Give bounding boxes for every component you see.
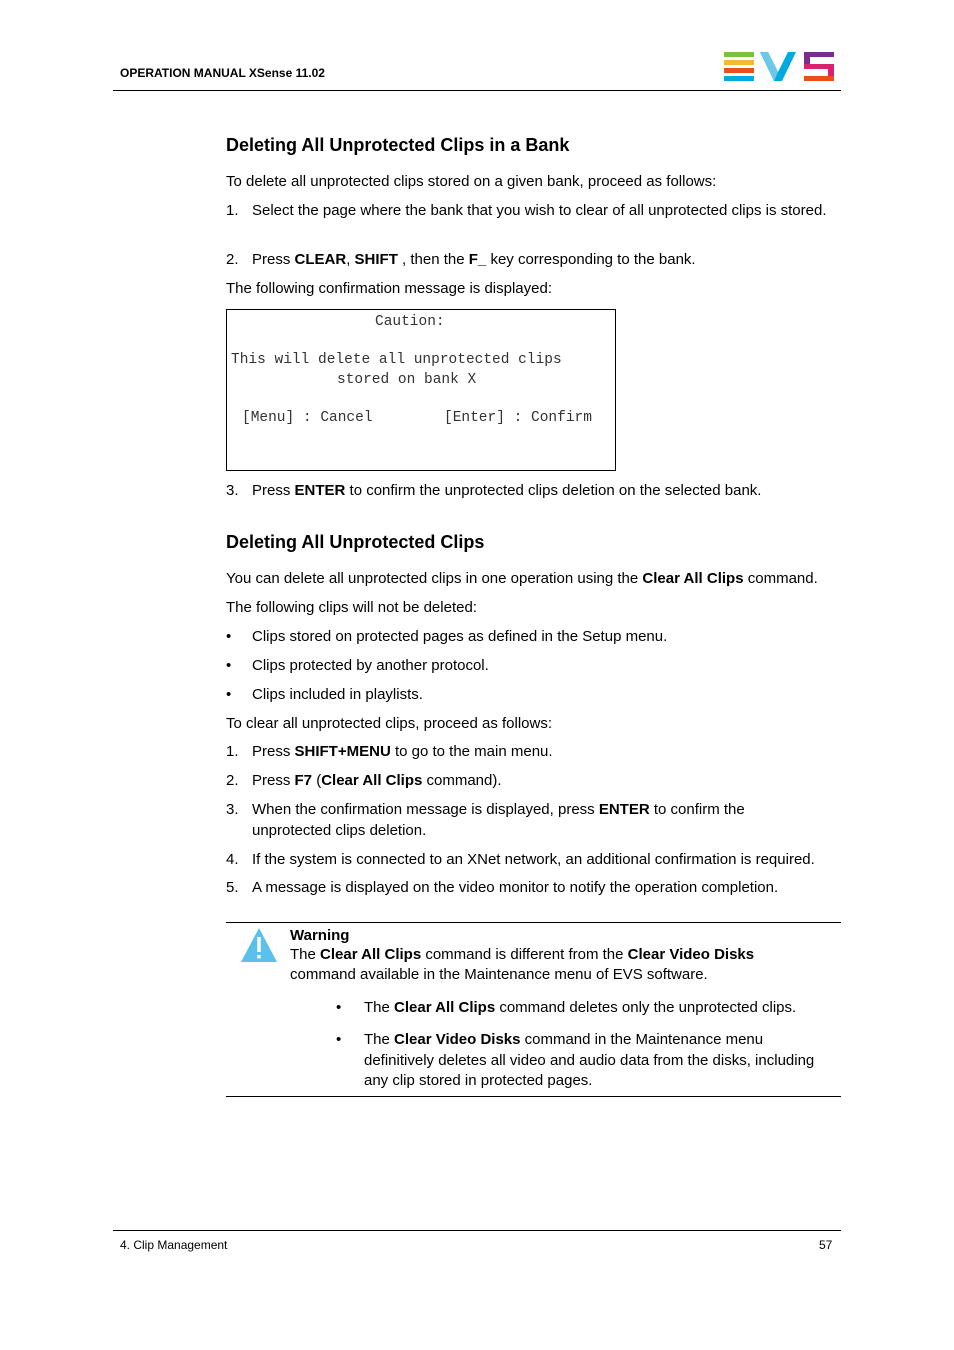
warning-bullet: • The Clear All Clips command deletes only the unprotected clips. (336, 999, 797, 1016)
warning-rule-top (226, 922, 841, 923)
warning-title: Warning (290, 927, 350, 944)
list-item: 4. If the system is connected to an XNet network, an additional confirmation is required. (226, 851, 815, 868)
list-item: 2. Press CLEAR, SHIFT , then the F_ key corresponding to the bank. (226, 251, 696, 268)
paragraph: You can delete all unprotected clips in one operation using the Clear All Clips command. (226, 570, 818, 587)
warning-rule-bottom (226, 1096, 841, 1097)
footer-chapter: 4. Clip Management (120, 1238, 228, 1252)
list-item: 5. A message is displayed on the video monitor to notify the operation completion. (226, 879, 779, 896)
lcd-confirm: [Enter] : Confirm (444, 410, 592, 426)
paragraph: The following confirmation message is displayed: (226, 280, 552, 297)
lcd-line: This will delete all unprotected clips (231, 352, 562, 368)
paragraph: The following clips will not be deleted: (226, 599, 477, 616)
list-item: 2. Press F7 (Clear All Clips command). (226, 772, 502, 789)
section-heading-all: Deleting All Unprotected Clips (226, 532, 485, 552)
header-title: OPERATION MANUAL XSense 11.02 (120, 66, 325, 80)
list-item: 1. Press SHIFT+MENU to go to the main menu. (226, 743, 553, 760)
list-item: 3. When the confirmation message is displayed, press ENTER to confirm the unprotected clips deletion. (226, 801, 745, 839)
paragraph: To delete all unprotected clips stored on a given bank, proceed as follows: (226, 173, 717, 190)
list-item: • Clips included in playlists. (226, 686, 423, 703)
warning-body: The Clear All Clips command is different from the Clear Video Disks command available in the Maintenance menu of EVS software. (290, 946, 755, 983)
list-item: 1. Select the page where the bank that you wish to clear of all unprotected clips is stored. (226, 202, 827, 219)
evs-logo (724, 52, 836, 82)
warning-bullet: • The Clear Video Disks command in the Maintenance menu definitively deletes all video and audio data from the disks, including any clip stored in protected pages. (336, 1031, 815, 1089)
page-number: 57 (819, 1238, 833, 1252)
lcd-line: stored on bank X (337, 372, 477, 388)
header-rule (113, 90, 841, 91)
paragraph: To clear all unprotected clips, proceed as follows: (226, 715, 553, 732)
confirmation-message-box (226, 309, 616, 471)
section-heading-bank: Deleting All Unprotected Clips in a Bank (226, 135, 570, 155)
list-item: • Clips stored on protected pages as defined in the Setup menu. (226, 628, 668, 645)
warning-icon (240, 926, 278, 964)
lcd-cancel: [Menu] : Cancel (242, 410, 373, 426)
list-item: 3. Press ENTER to confirm the unprotected clips deletion on the selected bank. (226, 482, 762, 499)
list-item: • Clips protected by another protocol. (226, 657, 489, 674)
footer-rule (113, 1230, 841, 1231)
lcd-line: Caution: (375, 314, 445, 330)
